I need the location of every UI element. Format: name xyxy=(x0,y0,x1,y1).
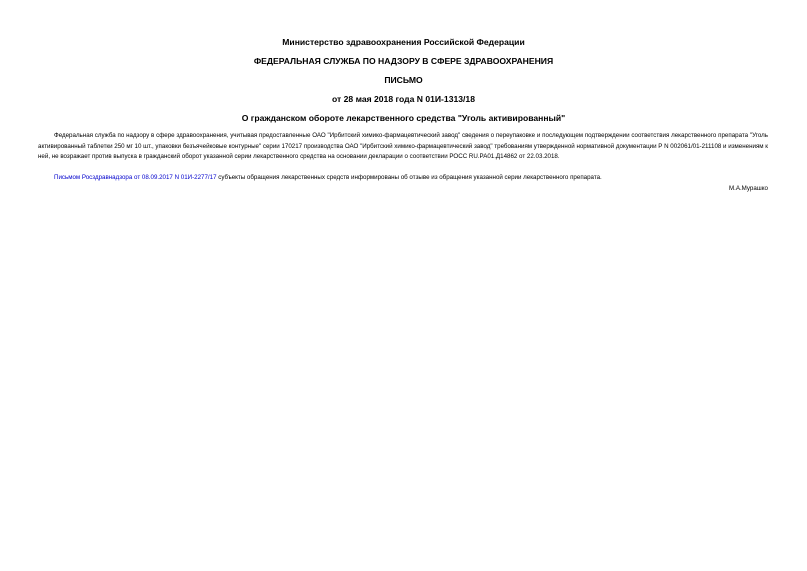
body-paragraph-2 xyxy=(38,173,768,184)
body-paragraph-1: Федеральная служба по надзору в сфере здравоохранения, учитывая предоставленные ОАО "Ирбитский химико-фармацевтический завод" сведения о переупаковке и последующем подтверждении соответствия лекарственного препарата "Уголь активированный таблетки 250 мг 10 шт., упаковки безъячейковые контурные" серии 170217 производства ОАО "Ирбитский химико-фармацевтический завод" требованиям утвержденной нормативной документации Р N 002061/01-211108 и изменениям к ней, не возражает против выпуска в гражданский оборот указанной серии лекарственного средства на основании декларации о соответствии РОСС RU.PA01.Д14862 от 22.03.2018. xyxy=(38,132,768,160)
ministry-heading: Министерство здравоохранения Российской Федерации xyxy=(282,37,525,47)
body-paragraph-2-text: субъекты обращения лекарственных средств информированы об отзыве из обращения указанной серии лекарственного препарата. xyxy=(216,174,602,181)
date-number-heading: от 28 мая 2018 года N 01И-1313/18 xyxy=(332,94,475,104)
reference-letter-link[interactable]: Письмом Росздравнадзора от 08.09.2017 N 01И-2277/17 xyxy=(54,174,217,181)
document-type-heading: ПИСЬМО xyxy=(384,75,423,85)
service-heading: ФЕДЕРАЛЬНАЯ СЛУЖБА ПО НАДЗОРУ В СФЕРЕ ЗДРАВООХРАНЕНИЯ xyxy=(253,56,554,66)
subject-heading: О гражданском обороте лекарственного средства "Уголь активированный" xyxy=(241,113,566,123)
signature: М.А.Мурашко xyxy=(728,185,768,192)
